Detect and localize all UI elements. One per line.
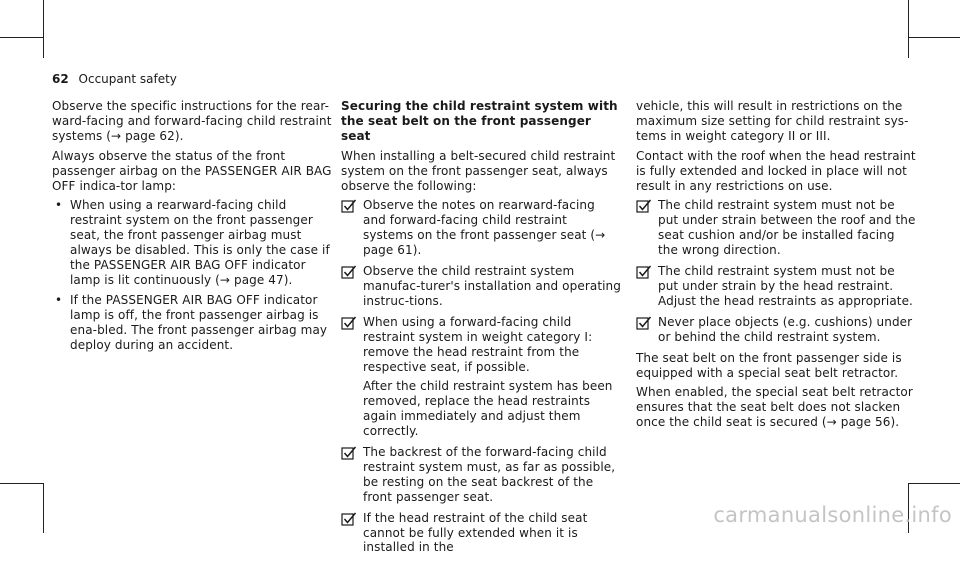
belt-paragraph: The seat belt on the front passenger side is equipped with a special seat belt retractor. [636, 350, 902, 380]
crop-mark [908, 37, 960, 38]
column-middle [341, 99, 621, 561]
column-right [636, 99, 916, 435]
status-paragraph: Always observe the status of the front passenger airbag on the PASSENGER AIR BAG OFF indica-tor lamp: [52, 148, 332, 193]
crop-mark [43, 0, 44, 58]
section-title: Occupant safety [78, 72, 177, 86]
checkbox-icon [341, 512, 357, 526]
page-header [52, 72, 177, 86]
enabled-paragraph: When enabled, the special seat belt retractor ensures that the seat belt does not slacken once the child seat is secured (→ page 56). [636, 385, 913, 430]
column-left [52, 99, 332, 358]
intro-paragraph: When installing a belt-secured child restraint system on the front passenger seat, always observe the following: [341, 148, 616, 193]
checklist-item: The child restraint system must not be put under strain between the roof and the seat cushion and/or be installed facing the wrong direction. [636, 198, 916, 258]
page-number: 62 [52, 72, 69, 86]
checkbox-icon [636, 265, 652, 279]
checklist-item: Observe the child restraint system manufac-turer's installation and operating instruc-tions. [341, 264, 621, 309]
checklist-item: If the head restraint of the child seat cannot be fully extended when it is installed in the [341, 511, 621, 556]
bullet-list [52, 198, 332, 352]
intro-paragraph: Observe the specific instructions for the rear-ward-facing and forward-facing child restraint systems (→ page 62). [52, 99, 332, 143]
bullet-icon: • [55, 292, 63, 307]
checklist-item: The backrest of the forward-facing child restraint system must, as far as possible, be resting on the seat backrest of the front passenger seat. [341, 445, 621, 505]
list-item: • If the PASSENGER AIR BAG OFF indicator lamp is off, the front passenger airbag is ena-bled. The front passenger airbag may deploy during an accident. [55, 292, 328, 352]
checklist-item: The child restraint system must not be put under strain by the head restraint. Adjust the head restraints as appropriate. [636, 264, 916, 309]
crop-mark [908, 0, 909, 58]
contact-paragraph: Contact with the roof when the head restraint is fully extended and locked in place will not result in any restrictions on use. [636, 148, 916, 193]
checkbox-icon [341, 265, 357, 279]
section-heading: Securing the child restraint system with the seat belt on the front passenger seat [341, 99, 618, 143]
bullet-icon: • [55, 198, 63, 213]
checklist-item: Never place objects (e.g. cushions) under or behind the child restraint system. [636, 315, 916, 345]
crop-mark [0, 37, 43, 38]
checklist-item: When using a forward-facing child restraint system in weight category I: remove the head restraint from the respective seat, if possible. After the child restraint system has been removed, replace the head restraints again immediately and adjust them correctly. [341, 315, 621, 439]
crop-mark [0, 483, 43, 484]
checkbox-icon [636, 316, 652, 330]
checkbox-icon [341, 199, 357, 213]
checklist-item: Observe the notes on rearward-facing and forward-facing child restraint systems on the front passenger seat (→ page 61). [341, 198, 621, 258]
checkbox-icon [341, 446, 357, 460]
crop-mark [908, 483, 960, 484]
checkbox-icon [341, 316, 357, 330]
checklist-subtext: After the child restraint system has been removed, replace the head restraints again immediately and adjust them correctly. [363, 379, 613, 439]
list-item: • When using a rearward-facing child restraint system on the front passenger seat, the front passenger airbag must always be disabled. This is only the case if the PASSENGER AIR BAG OFF indicator lamp is lit continuously (→ page 47). [55, 198, 330, 287]
crop-mark [43, 483, 44, 533]
checkbox-icon [636, 199, 652, 213]
watermark: carmanualsonline.info [713, 503, 952, 527]
continuation-paragraph: vehicle, this will result in restrictions on the maximum size setting for child restraint sys-tems in weight category II or III. [636, 99, 909, 143]
